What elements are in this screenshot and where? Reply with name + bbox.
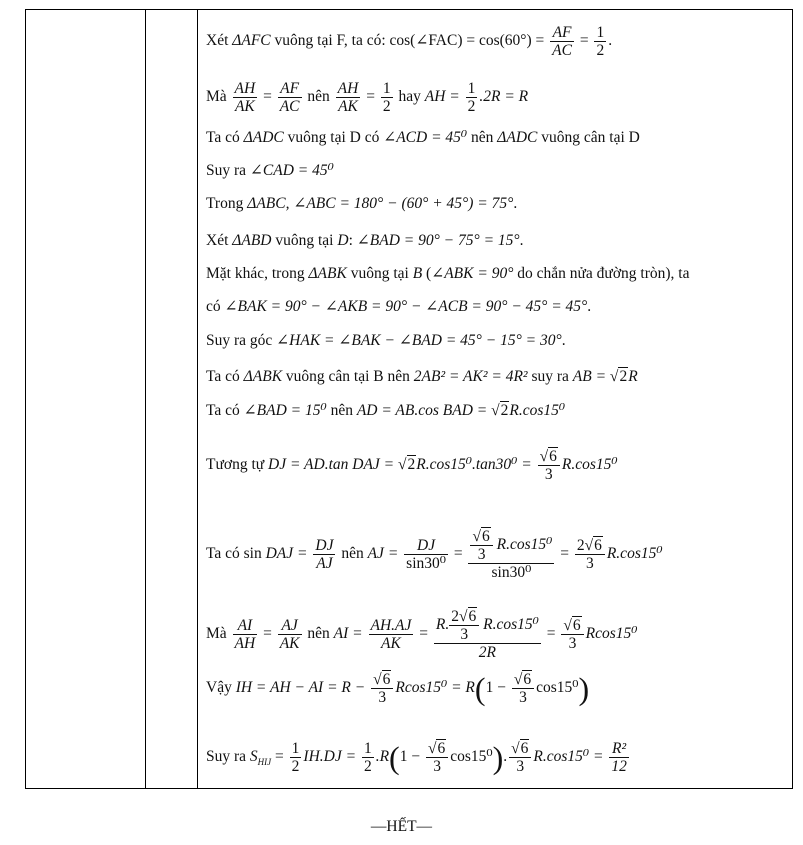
- line-10: Ta có ΔABK vuông cân tại B nên 2AB² = AK² = 4R² suy ra AB = √2R: [206, 368, 638, 385]
- text: Xét: [206, 32, 233, 50]
- fraction: $\frac{DJ}{\text{sin30⁰}}$: [406, 537, 446, 572]
- fraction: $\frac{AI}{AH}$: [234, 617, 256, 652]
- fraction: $\frac{AF}{AC}$: [279, 80, 300, 115]
- square-root: √2: [491, 402, 509, 419]
- line-7: Mặt khác, trong ΔABK vuông tại B (∠ABK = 90° do chắn nửa đường tròn), ta: [206, 265, 690, 282]
- math: ΔAFC: [232, 32, 271, 50]
- line-12: Tương tự DJ = AD.tan DAJ = √2R.cos15⁰.tan30⁰ = $\frac{√6}{3}$ R.cos15⁰: [206, 448, 618, 483]
- line-1: Xét ΔAFC vuông tại F, ta có: cos(∠FAC) = cos(60°) = $\frac{AF}{AC}$ = $\frac{1}{2}$ .: [206, 24, 613, 59]
- line-2: Mà $\frac{AH}{AK}$ = $\frac{AF}{AC}$ nên $\frac{AH}{AK}$ = $\frac{1}{2}$ hay AH = $\frac{1}{2}$ .2R = R: [206, 80, 529, 115]
- solution-table: [25, 9, 793, 789]
- fraction: $\frac{1}{2}$: [363, 740, 372, 775]
- line-14: Mà $\frac{AI}{AH}$ = $\frac{AJ}{AK}$ nên AI = $\frac{AH.AJ}{AK}$ = R. $\frac{2√6}{3}$ R.cos15⁰ 2R = $\frac{√6}{3}$ Rcos15⁰: [206, 608, 638, 661]
- fraction: $\frac{√6}{3}$: [538, 448, 560, 483]
- fraction: $\frac{\text{R²}}{12}$: [611, 740, 627, 775]
- line-5: Trong ΔABC, ∠ABC = 180° − (60° + 45°) = 75°.: [206, 195, 518, 212]
- line-4: Suy ra ∠CAD = 45⁰: [206, 162, 334, 179]
- text: vuông tại F, ta có: cos(∠FAC) = cos(60°) =: [270, 32, 549, 50]
- line-15: Vậy IH = AH − AI = R − $\frac{√6}{3}$ Rcos15⁰ = R(1 − $\frac{√6}{3}$ cos15⁰): [206, 670, 590, 707]
- fraction: $\frac{AJ}{AK}$: [279, 617, 300, 652]
- square-root: √2: [609, 368, 628, 385]
- fraction: $\frac{√6}{3}$: [561, 617, 583, 652]
- fraction: $\frac{1}{2}$: [467, 80, 476, 115]
- column-divider-1: [145, 10, 146, 788]
- fraction: $\frac{1}{2}$: [291, 740, 300, 775]
- fraction: $\frac{√6}{3}$: [509, 740, 531, 775]
- line-16: Suy ra $S_{HIJ}$ = $\frac{1}{2}$ IH.DJ = $\frac{1}{2}$ .R(1 − $\frac{√6}{3}$ cos15⁰). $\frac{√6}{3}$ R.cos15⁰ = $\frac{\text{R²}}{12}$: [206, 739, 627, 776]
- line-11: Ta có ∠BAD = 15⁰ nên AD = AB.cos BAD = √2R.cos15⁰: [206, 402, 566, 419]
- fraction: $\frac{2√6}{3}$: [575, 537, 605, 572]
- fraction: $\frac{√6}{3}$: [426, 740, 448, 775]
- fraction: $\frac{√6}{3}$: [512, 671, 534, 706]
- line-6: Xét ΔABD vuông tại D: ∠BAD = 90° − 75° = 15°.: [206, 232, 524, 249]
- end-marker: —HẾT—: [370, 818, 433, 835]
- line-9: Suy ra góc ∠HAK = ∠BAK − ∠BAD = 45° − 15° = 30°.: [206, 332, 566, 349]
- fraction: $\frac{1}{2}$: [596, 24, 605, 59]
- fraction: $\frac{AH.AJ}{AK}$: [370, 617, 412, 652]
- line-13: Ta có sin DAJ = $\frac{DJ}{AJ}$ nên AJ = $\frac{DJ}{\text{sin30⁰}}$ = $\frac{√6}{3}$ R.cos15⁰ sin30⁰ = $\frac{2√6}{3}$ R.cos15⁰: [206, 528, 663, 581]
- fraction: $\frac{√6}{3}$ R.cos15⁰ sin30⁰: [468, 528, 554, 581]
- square-root: √2: [398, 456, 416, 474]
- line-3: Ta có ΔADC vuông tại D có ∠ACD = 45⁰ nên ΔADC vuông cân tại D: [206, 129, 640, 146]
- fraction: $\frac{1}{2}$: [382, 80, 391, 115]
- fraction: R. $\frac{2√6}{3}$ R.cos15⁰ 2R: [435, 608, 539, 661]
- column-divider-2: [197, 10, 198, 788]
- fraction: $\frac{AH}{AK}$: [337, 80, 359, 115]
- fraction: $\frac{√6}{3}$: [371, 671, 393, 706]
- fraction: $\frac{AH}{AK}$: [234, 80, 256, 115]
- fraction: $\frac{AF}{AC}$: [552, 24, 572, 59]
- line-8: có ∠BAK = 90° − ∠AKB = 90° − ∠ACB = 90° − 45° = 45°.: [206, 298, 592, 315]
- fraction: $\frac{DJ}{AJ}$: [315, 537, 334, 572]
